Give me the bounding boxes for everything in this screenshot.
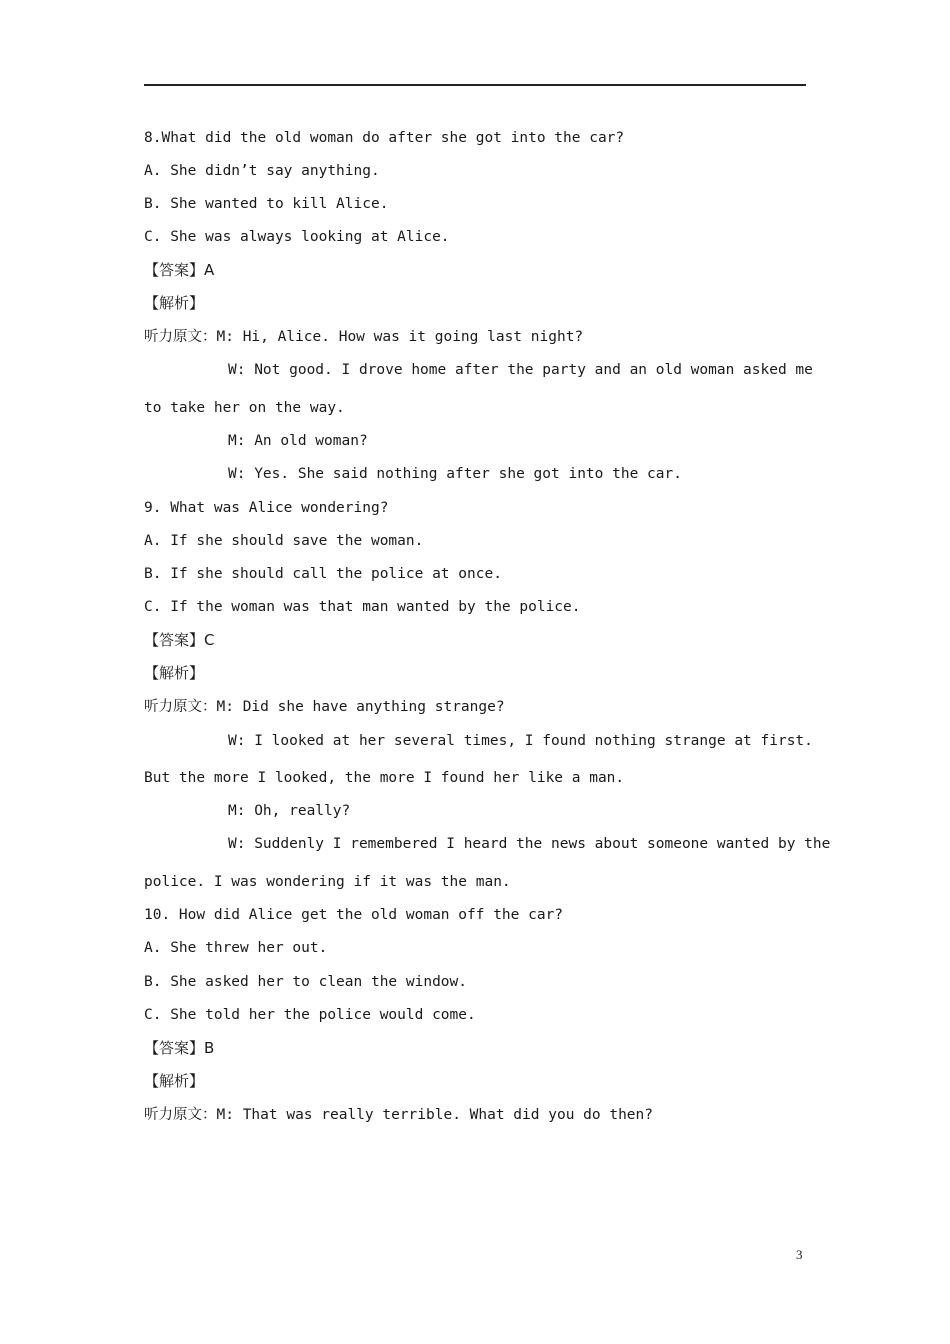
q9-transcript-1: 听力原文：M: Did she have anything strange?: [144, 699, 505, 715]
q9-analysis-label: 【解析】: [144, 664, 205, 682]
q10-option-b: B. She asked her to clean the window.: [144, 974, 468, 990]
q8-analysis-label: 【解析】: [144, 294, 205, 312]
header-rule: [144, 84, 806, 86]
q10-analysis-label: 【解析】: [144, 1072, 205, 1090]
q8-transcript-3: M: An old woman?: [228, 433, 368, 449]
q9-transcript-2: W: I looked at her several times, I found nothing strange at first.: [228, 733, 813, 749]
q9-transcript-4: W: Suddenly I remembered I heard the news about someone wanted by the: [228, 836, 831, 852]
q10-option-c: C. She told her the police would come.: [144, 1007, 476, 1023]
q10-transcript-1: 听力原文：M: That was really terrible. What did you do then?: [144, 1107, 653, 1123]
q9-answer: 【答案】C: [144, 631, 215, 649]
q9-option-c: C. If the woman was that man wanted by the police.: [144, 599, 581, 615]
q8-transcript-1: 听力原文：M: Hi, Alice. How was it going last night?: [144, 329, 584, 345]
q8-transcript-4: W: Yes. She said nothing after she got into the car.: [228, 466, 682, 482]
page-number: 3: [796, 1247, 803, 1262]
q9-transcript-3: M: Oh, really?: [228, 803, 351, 819]
question-9: 9. What was Alice wondering?: [144, 500, 389, 516]
q8-transcript-2-cont: to take her on the way.: [144, 400, 345, 416]
q9-transcript-2-cont: But the more I looked, the more I found her like a man.: [144, 770, 625, 786]
q9-transcript-4-cont: police. I was wondering if it was the man.: [144, 874, 511, 890]
question-10: 10. How did Alice get the old woman off the car?: [144, 907, 564, 923]
q8-transcript-2: W: Not good. I drove home after the party and an old woman asked me: [228, 362, 813, 378]
q9-option-b: B. If she should call the police at once.: [144, 566, 502, 582]
q8-option-b: B. She wanted to kill Alice.: [144, 196, 389, 212]
q8-option-c: C. She was always looking at Alice.: [144, 229, 450, 245]
q8-answer: 【答案】A: [144, 261, 215, 279]
q10-answer: 【答案】B: [144, 1039, 215, 1057]
q8-option-a: A. She didn’t say anything.: [144, 163, 380, 179]
q9-option-a: A. If she should save the woman.: [144, 533, 424, 549]
question-8: 8.What did the old woman do after she got into the car?: [144, 130, 625, 146]
q10-option-a: A. She threw her out.: [144, 940, 328, 956]
